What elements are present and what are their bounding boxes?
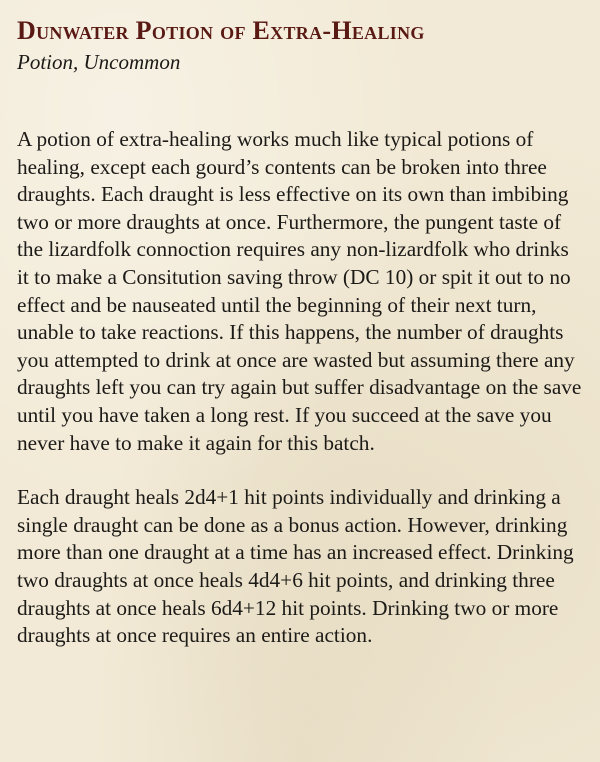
item-description (17, 126, 584, 650)
description-paragraph: A potion of extra-healing works much like typical potions of healing, except each gourd’s contents can be broken into three draughts. Each draught is less effective on its own than imbibing two or more draughts at once. Furthermore, the pungent taste of the lizardfolk connoction requires any non-lizardfolk who drinks it to make a Consitution saving throw (DC 10) or spit it out to no effect and be nauseated until the beginning of their next turn, unable to take reactions. If this happens, the number of draughts you attempted to drink at once are wasted but assuming there any draughts left you can try again but suffer disadvantage on the save until you have taken a long rest. If you succeed at the save you never have to make it again for this batch. (17, 127, 582, 455)
description-paragraph: Each draught heals 2d4+1 hit points individually and drinking a single draught can be done as a bonus action. However, drinking more than one draught at a time has an increased effect. Drinking two draughts at once heals 4d4+6 hit points, and drinking three draughts at once heals 6d4+12 hit points. Drinking two or more draughts at once requires an entire action. (17, 485, 574, 648)
item-title: Dunwater Potion of Extra-Healing (17, 16, 425, 45)
item-subtitle: Potion, Uncommon (17, 50, 181, 74)
